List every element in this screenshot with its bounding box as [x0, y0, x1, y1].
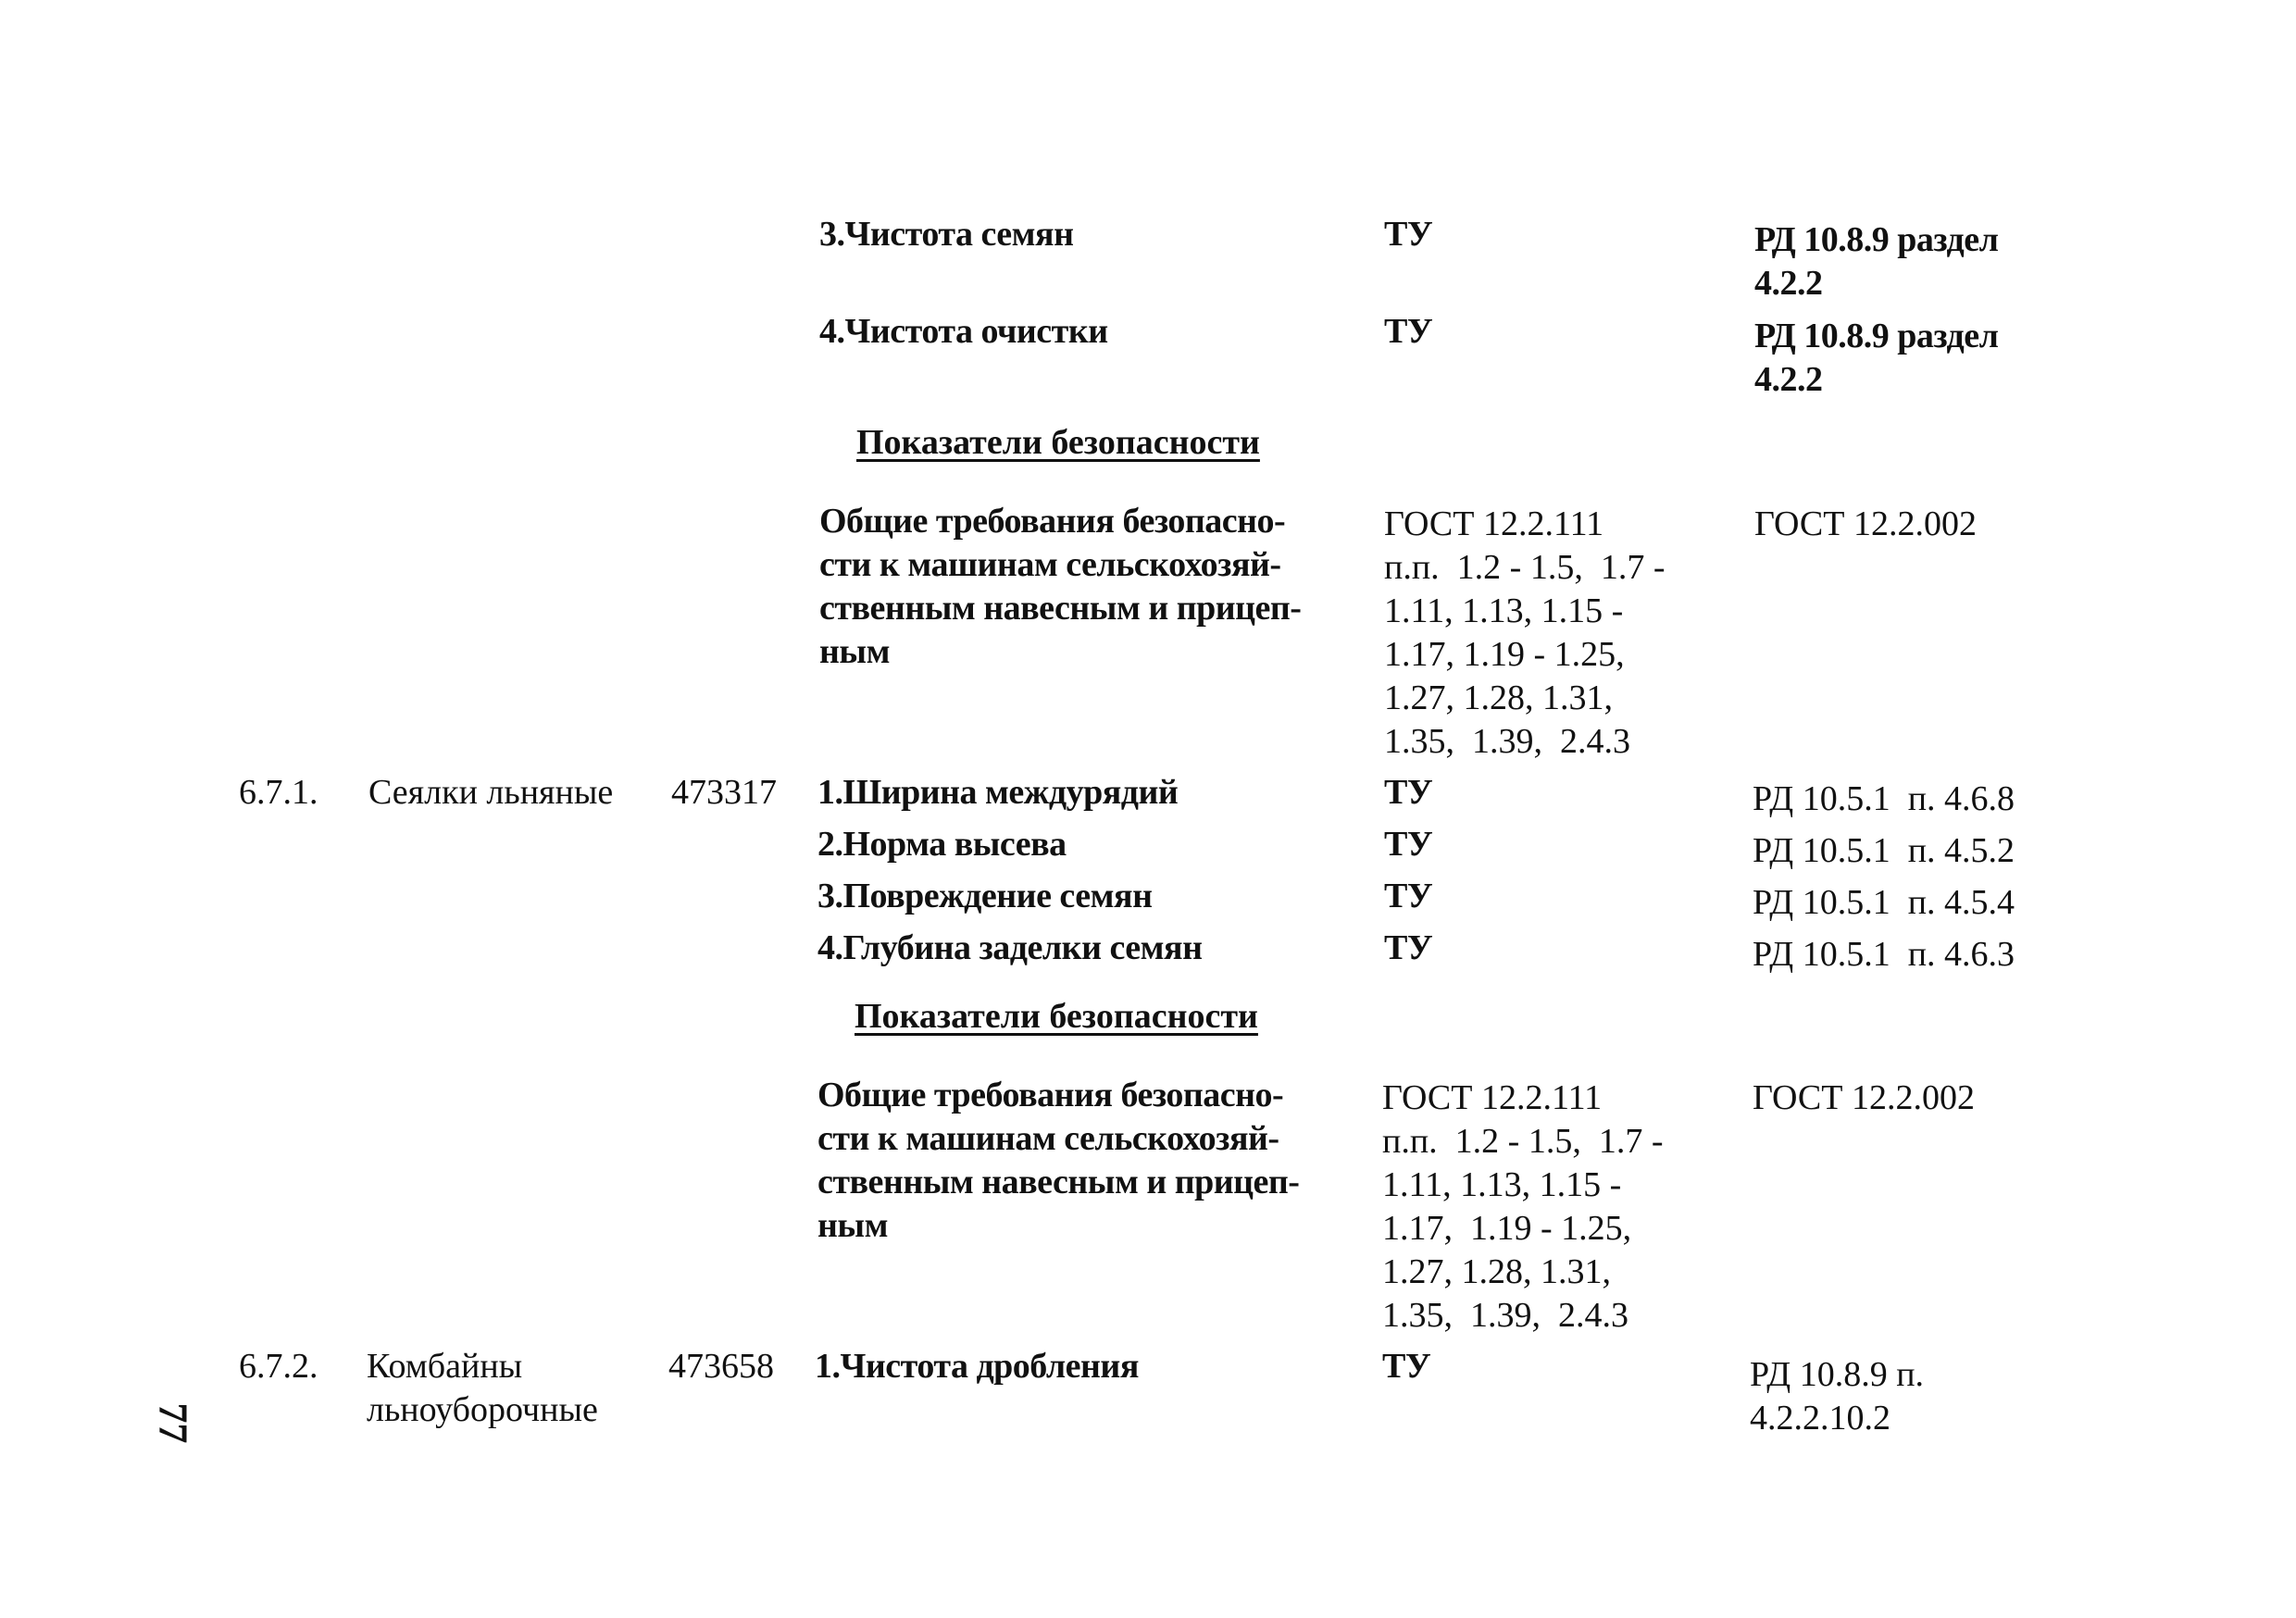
- s672-indicator-1: 1.Чистота дробления: [815, 1347, 1139, 1386]
- norm-seed-purity: ТУ: [1384, 215, 1433, 254]
- safety1-norm-l3: 1.11, 1.13, 1.15 -: [1384, 591, 1624, 630]
- method-cleaning-purity-l1: РД 10.8.9 раздел: [1754, 317, 1999, 355]
- section-number-672: 6.7.2.: [239, 1347, 318, 1386]
- safety1-indicator-l2: сти к машинам сельскохозяй-: [819, 545, 1281, 584]
- section-name-672-l2: льноуборочные: [367, 1390, 598, 1429]
- safety1-indicator-l4: ным: [819, 632, 890, 671]
- safety1-indicator-l1: Общие требования безопасно-: [819, 502, 1286, 541]
- safety2-norm-l3: 1.11, 1.13, 1.15 -: [1382, 1165, 1622, 1204]
- safety1-norm-l6: 1.35, 1.39, 2.4.3: [1384, 722, 1630, 761]
- safety2-indicator-l1: Общие требования безопасно-: [817, 1076, 1284, 1114]
- safety2-norm-l4: 1.17, 1.19 - 1.25,: [1382, 1209, 1632, 1248]
- safety2-method: ГОСТ 12.2.002: [1753, 1078, 1975, 1117]
- safety-heading-1: Показатели безопасности: [856, 423, 1260, 462]
- s671-norm-3: ТУ: [1384, 877, 1433, 915]
- s672-method-l1: РД 10.8.9 п.: [1750, 1355, 1925, 1394]
- s671-norm-2: ТУ: [1384, 825, 1433, 864]
- section-number-671: 6.7.1.: [239, 773, 318, 812]
- section-code-672: 473658: [668, 1347, 774, 1386]
- s671-indicator-1: 1.Ширина междурядий: [817, 773, 1179, 812]
- safety1-norm-l2: п.п. 1.2 - 1.5, 1.7 -: [1384, 548, 1666, 587]
- safety1-norm-l1: ГОСТ 12.2.111: [1384, 504, 1604, 543]
- safety1-norm-l5: 1.27, 1.28, 1.31,: [1384, 678, 1613, 717]
- section-code-671: 473317: [671, 773, 777, 812]
- safety2-norm-l5: 1.27, 1.28, 1.31,: [1382, 1252, 1611, 1291]
- s672-norm-1: ТУ: [1382, 1347, 1431, 1386]
- method-seed-purity-l2: 4.2.2: [1754, 264, 1823, 303]
- safety2-norm-l2: п.п. 1.2 - 1.5, 1.7 -: [1382, 1122, 1664, 1161]
- s672-method-l2: 4.2.2.10.2: [1750, 1399, 1890, 1438]
- safety1-method: ГОСТ 12.2.002: [1754, 504, 1977, 543]
- safety2-indicator-l2: сти к машинам сельскохозяй-: [817, 1119, 1279, 1158]
- norm-cleaning-purity: ТУ: [1384, 312, 1433, 351]
- s671-method-1: РД 10.5.1 п. 4.6.8: [1753, 779, 2015, 818]
- safety2-norm-l6: 1.35, 1.39, 2.4.3: [1382, 1296, 1628, 1335]
- s671-method-3: РД 10.5.1 п. 4.5.4: [1753, 883, 2015, 922]
- method-cleaning-purity-l2: 4.2.2: [1754, 360, 1823, 399]
- indicator-seed-purity: 3.Чистота семян: [819, 215, 1074, 254]
- safety2-indicator-l3: ственным навесным и прицеп-: [817, 1163, 1300, 1201]
- s671-indicator-2: 2.Норма высева: [817, 825, 1067, 864]
- s671-norm-1: ТУ: [1384, 773, 1433, 812]
- s671-indicator-3: 3.Повреждение семян: [817, 877, 1153, 915]
- section-name-671: Сеялки льняные: [368, 773, 614, 812]
- safety-heading-2: Показатели безопасности: [855, 997, 1258, 1036]
- s671-indicator-4: 4.Глубина заделки семян: [817, 928, 1203, 967]
- method-seed-purity-l1: РД 10.8.9 раздел: [1754, 220, 1999, 259]
- safety2-indicator-l4: ным: [817, 1206, 888, 1245]
- s671-norm-4: ТУ: [1384, 928, 1433, 967]
- page-number: 77: [150, 1402, 196, 1444]
- s671-method-4: РД 10.5.1 п. 4.6.3: [1753, 935, 2015, 974]
- safety2-norm-l1: ГОСТ 12.2.111: [1382, 1078, 1603, 1117]
- safety1-norm-l4: 1.17, 1.19 - 1.25,: [1384, 635, 1625, 674]
- s671-method-2: РД 10.5.1 п. 4.5.2: [1753, 831, 2015, 870]
- indicator-cleaning-purity: 4.Чистота очистки: [819, 312, 1108, 351]
- section-name-672-l1: Комбайны: [367, 1347, 523, 1386]
- safety1-indicator-l3: ственным навесным и прицеп-: [819, 589, 1302, 628]
